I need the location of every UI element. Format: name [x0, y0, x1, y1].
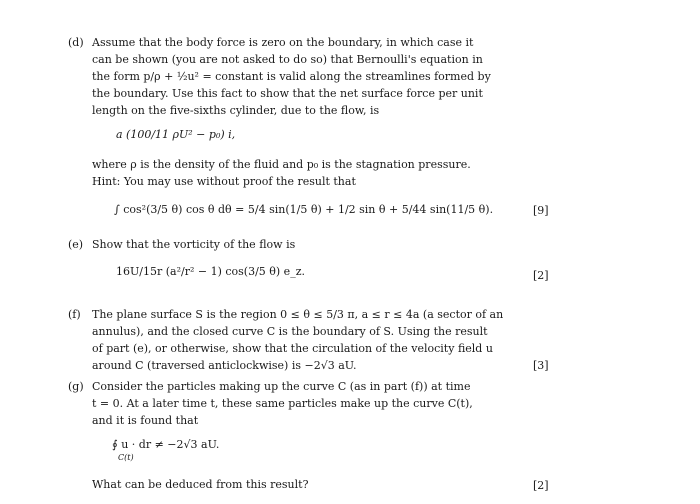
part-d-force-equation: a (100/11 ρU² − p₀) i, [116, 128, 236, 141]
part-f-label: (f) [68, 308, 81, 321]
part-g-line: Consider the particles making up the curve C (as in part (f)) at time [92, 380, 471, 393]
part-g-label: (g) [68, 380, 84, 393]
part-f-line: around C (traversed anticlockwise) is −2√3 aU. [92, 359, 357, 372]
part-e-vorticity-equation: 16U/15r (a²/r² − 1) cos(3/5 θ) e_z. [116, 265, 305, 278]
part-f-line: annulus), and the closed curve C is the boundary of S. Using the result [92, 325, 488, 338]
part-g-circulation-equation: ∮ u · dr ≠ −2√3 aU. [112, 438, 220, 451]
part-d-marks: [9] [533, 204, 549, 217]
part-d-line: Assume that the body force is zero on the boundary, in which case it [92, 36, 474, 49]
part-f-line: of part (e), or otherwise, show that the circulation of the velocity field u [92, 342, 493, 355]
part-g-line: t = 0. At a later time t, these same particles make up the curve C(t), [92, 397, 473, 410]
part-d-hint-equation: ∫ cos²(3/5 θ) cos θ dθ = 5/4 sin(1/5 θ) + 1/2 sin θ + 5/44 sin(11/5 θ). [114, 203, 494, 216]
part-d-line: the form p/ρ + ½u² = constant is valid along the streamlines formed by [92, 70, 491, 83]
part-g-marks: [2] [533, 479, 549, 492]
part-d-hint-line: Hint: You may use without proof the result that [92, 175, 356, 188]
part-d-line: length on the five-sixths cylinder, due to the flow, is [92, 104, 380, 117]
part-d-line: the boundary. Use this fact to show that the net surface force per unit [92, 87, 483, 100]
part-g-question: What can be deduced from this result? [92, 478, 309, 491]
part-f-marks: [3] [533, 359, 549, 372]
part-e-line: Show that the vorticity of the flow is [92, 238, 296, 251]
part-g-line: and it is found that [92, 414, 199, 427]
part-f-line: The plane surface S is the region 0 ≤ θ ≤ 5/3 π, a ≤ r ≤ 4a (a sector of an [92, 308, 504, 321]
part-e-marks: [2] [533, 269, 549, 282]
part-e-label: (e) [68, 238, 84, 251]
part-d-line: where ρ is the density of the fluid and p₀ is the stagnation pressure. [92, 158, 471, 171]
part-d-label: (d) [68, 36, 84, 49]
part-d-line: can be shown (you are not asked to do so) that Bernoulli's equation in [92, 53, 483, 66]
part-g-contour-subscript: C(t) [118, 453, 134, 462]
